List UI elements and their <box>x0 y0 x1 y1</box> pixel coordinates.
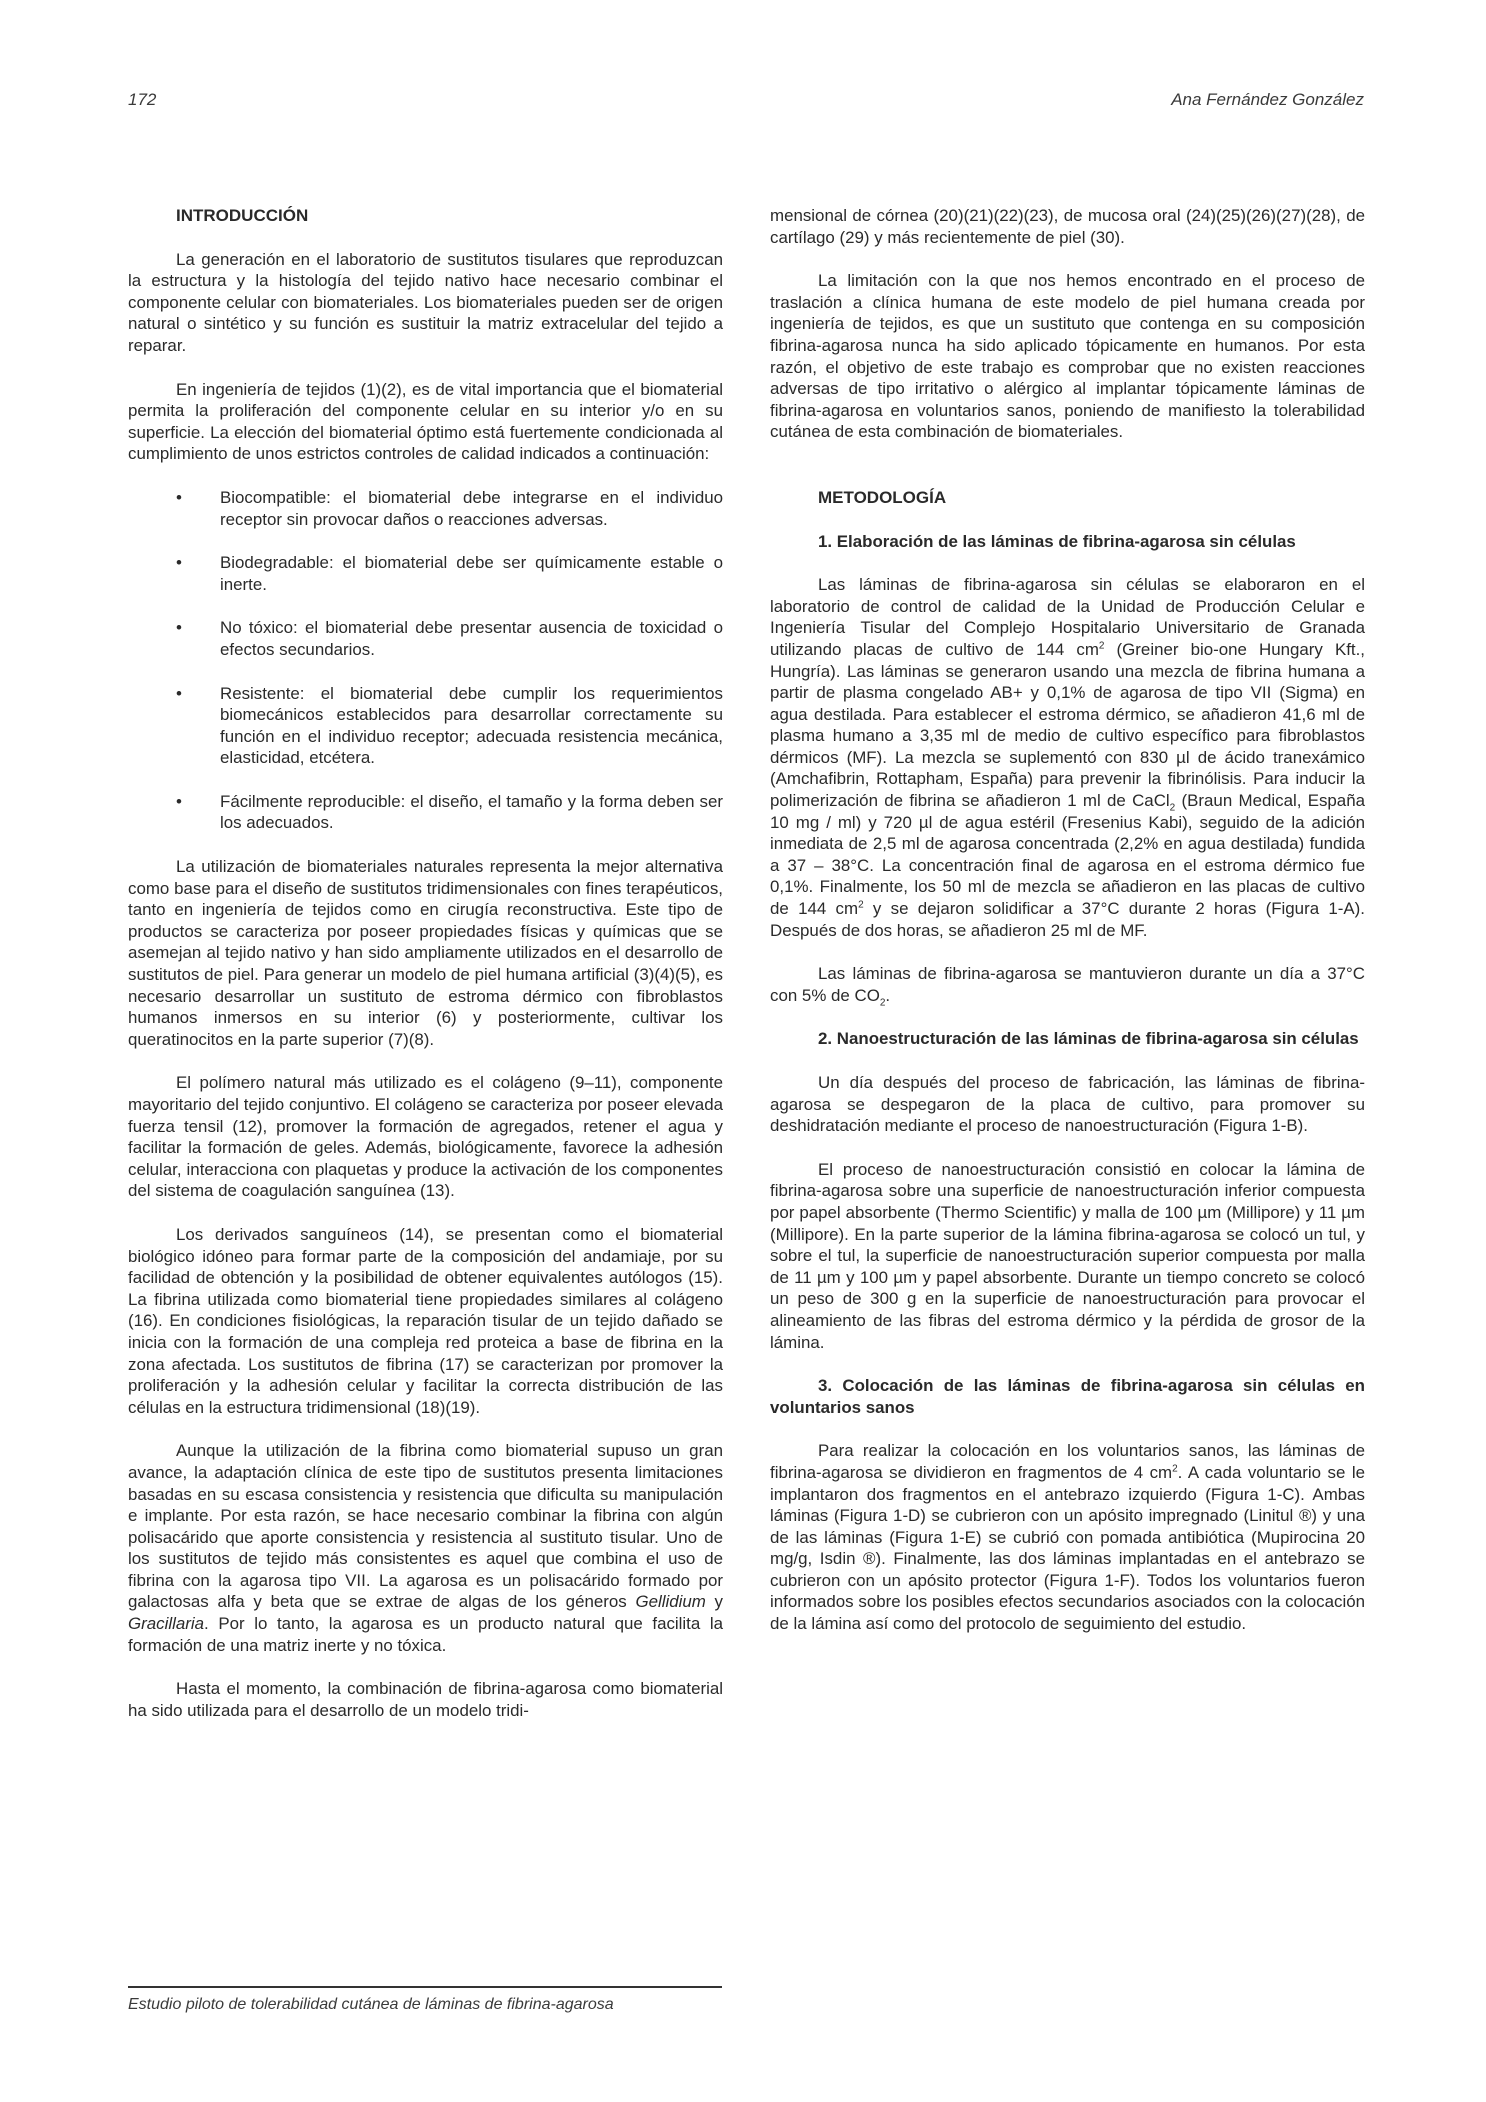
running-footer-title: Estudio piloto de tolerabilidad cutánea de láminas de fibrina-agarosa <box>128 1996 614 2013</box>
paragraph: Un día después del proceso de fabricación, las láminas de fibrina-agarosa se despegaron de la placa de cultivo, para promover su deshidratación mediante el proceso de nanoestructuración (Figura 1-B). <box>770 1073 1365 1136</box>
paragraph: El proceso de nanoestructuración consistió en colocar la lámina de fibrina-agarosa sobre una superficie de nanoestructuración inferior compuesta por papel absorbente (Thermo Scientific) y malla de 100 µm (Millipore) y 11 µm (Millipore). En la parte superior de la lámina fibrina-agarosa se colocó un tul, y sobre el tul, la superficie de nanoestructuración superior compuesta por malla de 11 µm y 100 µm y papel absorbente. Durante un tiempo concreto se colocó un peso de 300 g en la superficie de nanoestructuración para provocar el alineamiento de las fibras del estroma dérmico y la pérdida de grosor de la lámina. <box>770 1159 1365 1352</box>
paragraph: Aunque la utilización de la fibrina como biomaterial supuso un gran avance, la adaptación clínica de este tipo de sustitutos presenta limitaciones basadas en su escasa consistencia y resistencia que dificulta su manipulación e implante. Por esta razón, se hace necesario combinar la fibrina con algún polisacárido que aporte consistencia y resistencia al sustituto tisular. Uno de los sustitutos de tejido más consistentes es aquel que combina el uso de fibrina con la agarosa tipo VII. La agarosa es un polisacárido formado por galactosas alfa y beta que se extrae de algas de los géneros Gellidium y Gracillaria. Por lo tanto, la agarosa es un producto natural que facilita la formación de una matriz inerte y no tóxica. <box>128 1441 724 1655</box>
list-item: • Biodegradable: el biomaterial debe ser químicamente estable o inerte. <box>176 553 723 594</box>
list-item: • Fácilmente reproducible: el diseño, el tamaño y la forma deben ser los adecuados. <box>176 791 723 833</box>
subsection-heading: 1. Elaboración de las láminas de fibrina-agarosa sin células <box>818 531 1296 551</box>
right-column <box>770 205 1365 1657</box>
subsection-heading: 3. Colocación de las láminas de fibrina-agarosa sin células en voluntarios sanos <box>770 1376 1365 1417</box>
paragraph: Hasta el momento, la combinación de fibrina-agarosa como biomaterial ha sido utilizada para el desarrollo de un modelo tridi- <box>128 1679 723 1720</box>
genus-name: Gellidium <box>635 1592 706 1612</box>
bullet-icon: • <box>176 487 182 507</box>
paragraph: La generación en el laboratorio de sustitutos tisulares que reproduzcan la estructura y la histología del tejido nativo hace necesario combinar el componente celular con biomateriales. Los biomateriales pueden ser de origen natural o sintético y su función es sustituir la matriz extracelular del tejido a reparar. <box>128 249 723 355</box>
paragraph: Los derivados sanguíneos (14), se presentan como el biomaterial biológico idóneo para formar parte de la composición del andamiaje, por su facilidad de obtención y la posibilidad de obtener equivalentes autólogos (15). La fibrina utilizada como biomaterial tiene propiedades similares al colágeno (16). En condiciones fisiológicas, la reparación tisular de un tejido dañado se inicia con la formación de una compleja red proteica a base de fibrina en la zona afectada. Los sustitutos de fibrina (17) se caracterizan por promover la proliferación y la adhesión celular y facilitar la correcta distribución de las células en la estructura tridimensional (18)(19). <box>128 1224 723 1417</box>
section-heading-metodologia: METODOLOGÍA <box>818 487 947 507</box>
paragraph: Para realizar la colocación en los voluntarios sanos, las láminas de fibrina-agarosa se dividieron en fragmentos de 4 $cm^2$. A cada voluntario se le implantaron dos fragmentos en el antebrazo izquierdo (Figura 1-C). Ambas láminas (Figura 1-D) se cubrieron con un apósito impregnado (Linitul ®) y una de las láminas (Figura 1-E) se cubrió con pomada antibiótica (Mupirocina 20 mg/g, Isdin ®). Finalmente, las dos láminas implantadas en el antebrazo se cubrieron con un apósito protector (Figura 1-F). Todos los voluntarios fueron informados sobre los posibles efectos secundarios asociados con la colocación de la lámina así como del protocolo de seguimiento del estudio. <box>770 1441 1365 1634</box>
paragraph: Las láminas de fibrina-agarosa se mantuvieron durante un día a 37°C con 5% de $CO_2$. <box>770 964 1365 1009</box>
paragraph: La utilización de biomateriales naturales representa la mejor alternativa como base para el diseño de sustitutos tridimensionales con fines terapéuticos, tanto en ingeniería de tejidos como en cirugía reconstructiva. Este tipo de productos se caracteriza por poseer propiedades físicas y químicas que se asemejan al tejido nativo y han sido ampliamente utilizados en el desarrollo de sustitutos de piel. Para generar un modelo de piel humana artificial (3)(4)(5), es necesario desarrollar un sustituto de estroma dérmico con fibroblastos humanos inmersos en su interior (6) y posteriormente, cultivar los queratinocitos en la parte superior (7)(8). <box>128 857 723 1049</box>
paragraph: Las láminas de fibrina-agarosa sin células se elaboraron en el laboratorio de control de calidad de la Unidad de Producción Celular e Ingeniería Tisular del Complejo Hospitalario Universitario de Granada utilizando placas de cultivo de 144 $cm^2$ (Greiner bio-one Hungary Kft., Hungría). Las láminas se generaron usando una mezcla de fibrina humana a partir de plasma congelado AB+ y 0,1% de agarosa de tipo VII (Sigma) en agua destilada. Para establecer el estroma dérmico, se añadieron 41,6 ml de plasma humano a 3,35 ml de medio de cultivo específico para fibroblastos dérmicos (MF). La mezcla se suplementó con 830 µl de ácido tranexámico (Amchafibrin, Rottapham, España) para prevenir la fibrinólisis. Para inducir la polimerización de fibrina se añadieron 1 ml de CaCl$_2$ (Braun Medical, España 10 mg / ml) y 720 µl de agua estéril (Fresenius Kabi), seguido de la adición inmediata de 2,5 ml de agarosa concentrada (2,2% en agua destilada) fundida a 37 – 38°C. La concentración final de agarosa en el estroma dérmico fue 0,1%. Finalmente, los 50 ml de mezcla se añadieron en las placas de cultivo de 144 $cm^2$ y se dejaron solidificar a 37°C durante 2 horas (Figura 1-A). Después de dos horas, se añadieron 25 ml de MF. <box>770 575 1365 940</box>
running-header-author: Ana Fernández González <box>1171 90 1364 109</box>
paragraph: El polímero natural más utilizado es el colágeno (9–11), componente mayoritario del tejido conjuntivo. El colágeno se caracteriza por poseer elevada fuerza tensil (12), promover la formación de agregados, retener el agua y facilitar la formación de geles. Además, biológicamente, favorece la adhesión celular, interacciona con plaquetas y produce la activación de los componentes del sistema de coagulación sanguínea (13). <box>128 1073 723 1201</box>
footer-divider <box>128 1986 722 1988</box>
list-item: • Biocompatible: el biomaterial debe integrarse en el individuo receptor sin provocar daños o reacciones adversas. <box>176 487 723 529</box>
bullet-icon: • <box>176 683 182 703</box>
list-item: • No tóxico: el biomaterial debe presentar ausencia de toxicidad o efectos secundarios. <box>176 618 723 659</box>
paragraph: En ingeniería de tejidos (1)(2), es de vital importancia que el biomaterial permita la proliferación del componente celular en su interior y/o en su superficie. La elección del biomaterial óptimo está fuertemente condicionada al cumplimiento de unos estrictos controles de calidad indicados a continuación: <box>128 379 723 464</box>
paragraph: mensional de córnea (20)(21)(22)(23), de mucosa oral (24)(25)(26)(27)(28), de cartílago (29) y más recientemente de piel (30). <box>770 206 1365 247</box>
page-number: 172 <box>128 90 157 109</box>
bullet-icon: • <box>176 791 182 811</box>
paragraph: La limitación con la que nos hemos encontrado en el proceso de traslación a clínica humana de este modelo de piel humana creada por ingeniería de tejidos, es que un sustituto que contenga en su composición fibrina-agarosa nunca ha sido aplicado tópicamente en humanos. Por esta razón, el objetivo de este trabajo es comprobar que no existen reacciones adversas de tipo irritativo o alérgico al implantar tópicamente láminas de fibrina-agarosa en voluntarios sanos, poniendo de manifiesto la tolerabilidad cutánea de esta combinación de biomateriales. <box>770 271 1365 442</box>
subsection-heading: 2. Nanoestructuración de las láminas de fibrina-agarosa sin células <box>818 1029 1359 1049</box>
bullet-icon: • <box>176 553 182 573</box>
section-heading-introduccion: INTRODUCCIÓN <box>176 206 309 225</box>
left-column <box>128 205 723 1743</box>
bullet-icon: • <box>176 618 182 638</box>
list-item: • Resistente: el biomaterial debe cumplir los requerimientos biomecánicos establecidos para desarrollar correctamente su función en el individuo receptor; adecuada resistencia mecánica, elasticidad, etcétera. <box>176 683 723 768</box>
criteria-list <box>128 487 723 834</box>
genus-name: Gracillaria <box>128 1614 205 1634</box>
